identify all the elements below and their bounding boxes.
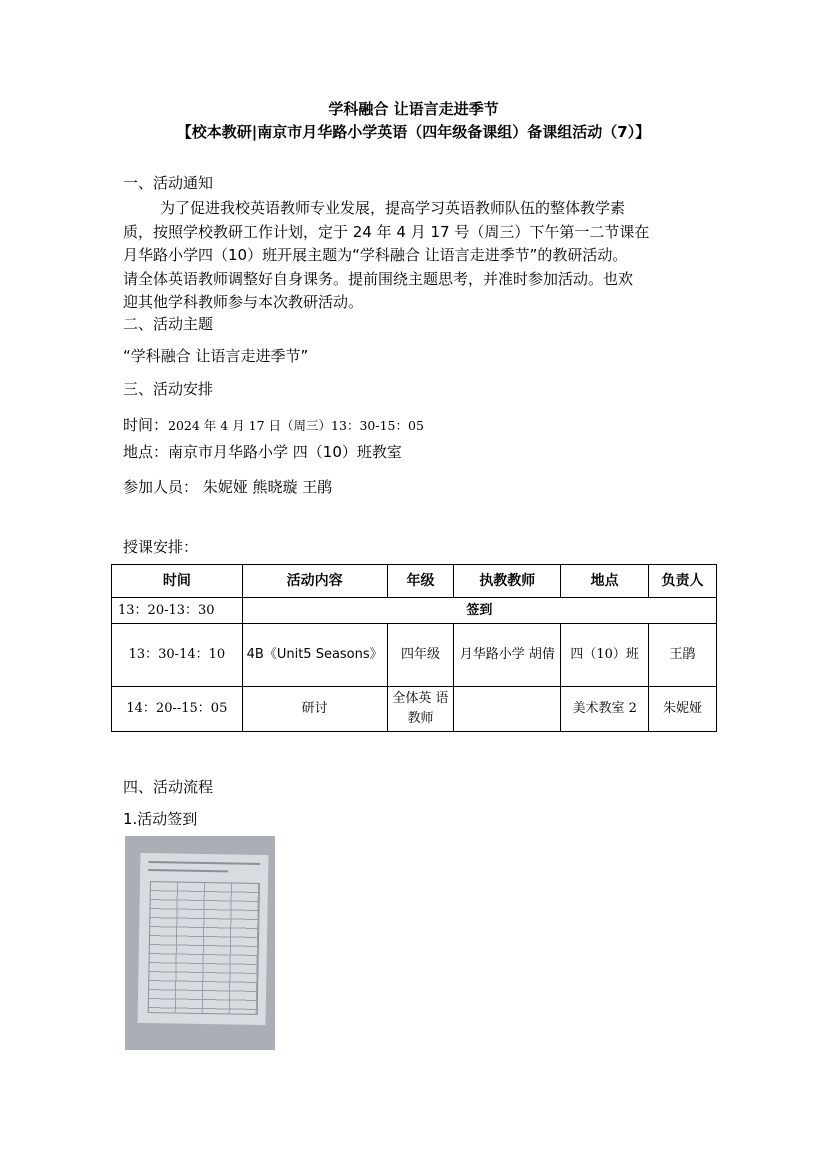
section4-heading: 四、活动流程	[123, 778, 214, 796]
header-cell: 活动内容	[242, 565, 387, 598]
theme-text: “学科融合 让语言走进季节”	[123, 347, 309, 365]
time-cell: 14：20--15：05	[112, 687, 243, 732]
time-cell: 13：20-13：30	[112, 598, 243, 624]
time-cell: 13：30-14：10	[112, 624, 243, 687]
content-cell: 4B《Unit5 Seasons》	[242, 624, 387, 687]
owner-cell: 朱妮娅	[649, 687, 717, 732]
sign-in-sheet-photo	[125, 836, 275, 1050]
sheet-header-line	[148, 861, 260, 865]
section2-heading: 二、活动主题	[123, 315, 214, 333]
table-row	[112, 598, 717, 624]
section3-heading: 三、活动安排	[123, 380, 214, 398]
notice-line: 为了促进我校英语教师专业发展，提高学习英语教师队伍的整体教学素	[160, 199, 626, 217]
header-cell: 负责人	[649, 565, 717, 598]
time-line	[123, 414, 424, 435]
grade-cell: 四年级	[387, 624, 454, 687]
table-row	[112, 624, 717, 687]
time-value: 2024 年 4 月 17 日（周三）13：30-15：05	[168, 418, 424, 433]
time-label: 时间：	[123, 416, 169, 434]
notice-paragraph	[123, 197, 703, 315]
document-title: 学科融合 让语言走进季节	[328, 100, 499, 118]
sheet-header-line	[148, 869, 228, 872]
sign-in-sheet	[138, 853, 269, 1025]
header-cell: 时间	[112, 565, 243, 598]
teacher-cell: 月华路小学 胡倩	[454, 624, 561, 687]
table-header-row	[112, 565, 717, 598]
header-cell: 年级	[387, 565, 454, 598]
header-cell: 地点	[561, 565, 649, 598]
notice-line: 月华路小学四（10）班开展主题为“学科融合 让语言走进季节”的教研活动。	[123, 246, 628, 264]
schedule-label: 授课安排：	[123, 538, 199, 556]
sheet-grid	[148, 881, 260, 1015]
place-line: 地点：南京市月华路小学 四（10）班教室	[123, 443, 402, 461]
document-subtitle: 【校本教研|南京市月华路小学英语（四年级备课组）备课组活动（7）】	[176, 123, 651, 141]
content-cell: 签到	[242, 598, 716, 624]
content-cell: 研讨	[242, 687, 387, 732]
owner-cell: 王鹃	[649, 624, 717, 687]
grade-cell: 全体英 语教师	[387, 687, 454, 732]
table-row	[112, 687, 717, 732]
header-cell: 执教教师	[454, 565, 561, 598]
place-cell: 四（10）班	[561, 624, 649, 687]
notice-line: 质，按照学校教研工作计划，定于 24 年 4 月 17 号（周三）下午第一二节课在	[123, 222, 650, 241]
notice-line: 迎其他学科教师参与本次教研活动。	[123, 293, 364, 311]
section1-heading: 一、活动通知	[123, 174, 214, 192]
place-cell: 美术教室 2	[561, 687, 649, 732]
flow-item-1: 1.活动签到	[123, 810, 198, 828]
participants-line: 参加人员： 朱妮娅 熊晓璇 王鹃	[123, 478, 333, 496]
notice-line: 请全体英语教师调整好自身课务。提前围绕主题思考，并准时参加活动。也欢	[123, 269, 634, 288]
teacher-cell	[454, 687, 561, 732]
schedule-table	[111, 564, 717, 732]
